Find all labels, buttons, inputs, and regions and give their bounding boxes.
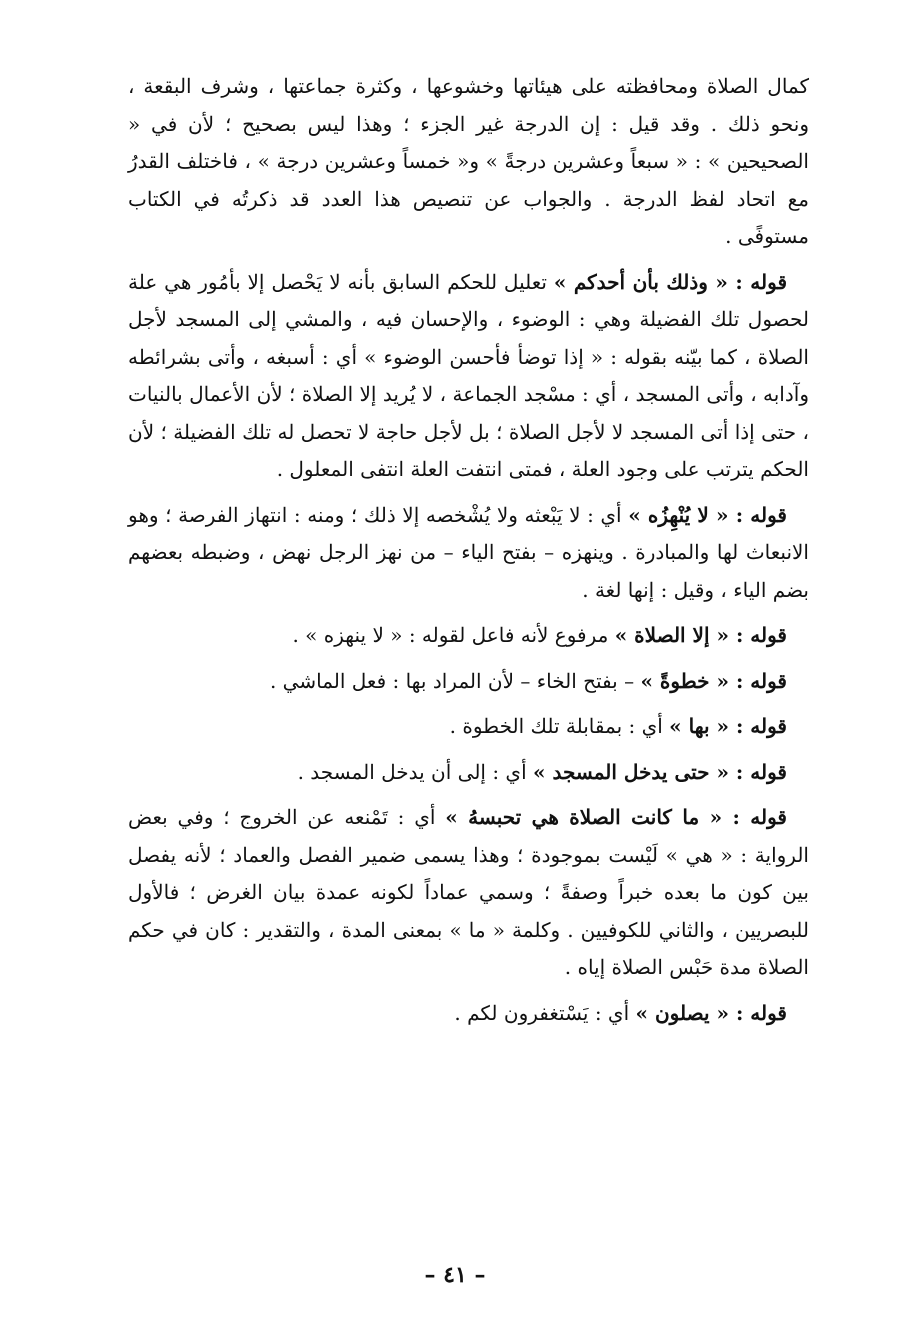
paragraph-7-lemma: قوله : « حتى يدخل المسجد » (533, 759, 787, 784)
paragraph-4-text: مرفوع لأنه فاعل لقوله : « لا ينهزه » . (292, 623, 615, 647)
paragraph-2-text: تعليل للحكم السابق بأنه لا يَحْصل إلا بأمُور هي علة لحصول تلك الفضيلة وهي : الوضوء ، والإحسان فيه ، والمشي إلى المسجد لأجل الصلاة ، كما بيّنه بقوله : « إذا توضأ فأحسن الوضوء » أي : أسبغه ، وأتى بشرائطه وآدابه ، وأتى المسجد ، أي : مسْجد الجماعة ، لا يُريد إلا الصلاة ؛ لأن الأعمال بالنيات ، حتى إذا أتى المسجد لا لأجل الصلاة ؛ بل لأجل حاجة لا تحصل له تلك الفضيلة ؛ لأن الحكم يترتب على وجود العلة ، فمتى انتفت العلة انتفى المعلول . (128, 269, 809, 481)
paragraph-2-lemma: قوله : « وذلك بأن أحدكم » (553, 269, 787, 294)
paragraph-9-text: أي : يَسْتغفرون لكم . (454, 1000, 636, 1025)
paragraph-3 (128, 497, 809, 610)
paragraph-6-text: أي : بمقابلة تلك الخطوة . (449, 714, 670, 738)
paragraph-2 (128, 264, 809, 489)
paragraph-9 (128, 995, 809, 1033)
paragraph-3-lemma: قوله : « لا يُنْهِزُه » (628, 502, 787, 527)
paragraph-5 (128, 663, 809, 701)
paragraph-5-text: – بفتح الخاء – لأن المراد بها : فعل الماشي . (269, 668, 641, 693)
paragraph-8-lemma: قوله : « ما كانت الصلاة هي تحبسهُ » (445, 805, 787, 829)
paragraph-4-lemma: قوله : « إلا الصلاة » (614, 623, 787, 647)
paragraph-9-lemma: قوله : « يصلون » (635, 1000, 787, 1025)
page-number: – ٤١ – (424, 1262, 486, 1288)
paragraph-7-text: أي : إلى أن يدخل المسجد . (297, 759, 534, 784)
paragraph-8 (128, 799, 809, 987)
paragraph-1 (128, 68, 809, 256)
paragraph-3-text: أي : لا يَبْعثه ولا يُشْخصه إلا ذلك ؛ ومنه : انتهاز الفرصة ؛ وهو الانبعاث لها والمبادرة . وينهزه – بفتح الياء – من نهز الرجل نهض ، وضبطه بعضهم بضم الياء ، وقيل : إنها لغة . (128, 502, 809, 602)
paragraph-6-lemma: قوله : « بها » (669, 714, 787, 738)
paragraph-4 (128, 617, 809, 655)
paragraph-6 (128, 708, 809, 746)
body-text (128, 68, 809, 1040)
paragraph-8-text: أي : تَمْنعه عن الخروج ؛ وفي بعض الرواية : « هي » لَيْست بموجودة ؛ وهذا يسمى ضمير الفصل والعماد ؛ لأنه يفصل بين كون ما بعده خبراً وصفةً ؛ وسمي عماداً لكونه عمدة بيان الغرض ؛ فالأول للبصريين ، والثاني للكوفيين . وكلمة « ما » بمعنى المدة ، والتقدير : كان في حكم الصلاة مدة حَبْس الصلاة إياه . (128, 805, 809, 979)
paragraph-7 (128, 754, 809, 792)
paragraph-5-lemma: قوله : « خطوةً » (640, 668, 787, 693)
paragraph-1-text: كمال الصلاة ومحافظته على هيئاتها وخشوعها ، وكثرة جماعتها ، وشرف البقعة ، ونحو ذلك . وقد قيل : إن الدرجة غير الجزء ؛ وهذا ليس بصحيح ؛ لأن في « الصحيحين » : « سبعاً وعشرين درجةً » و« خمساً وعشرين درجة » ، فاختلف القدرُ مع اتحاد لفظ الدرجة . والجواب عن تنصيص هذا العدد قد ذكرتُه في الكتاب مستوفًى . (128, 74, 809, 248)
